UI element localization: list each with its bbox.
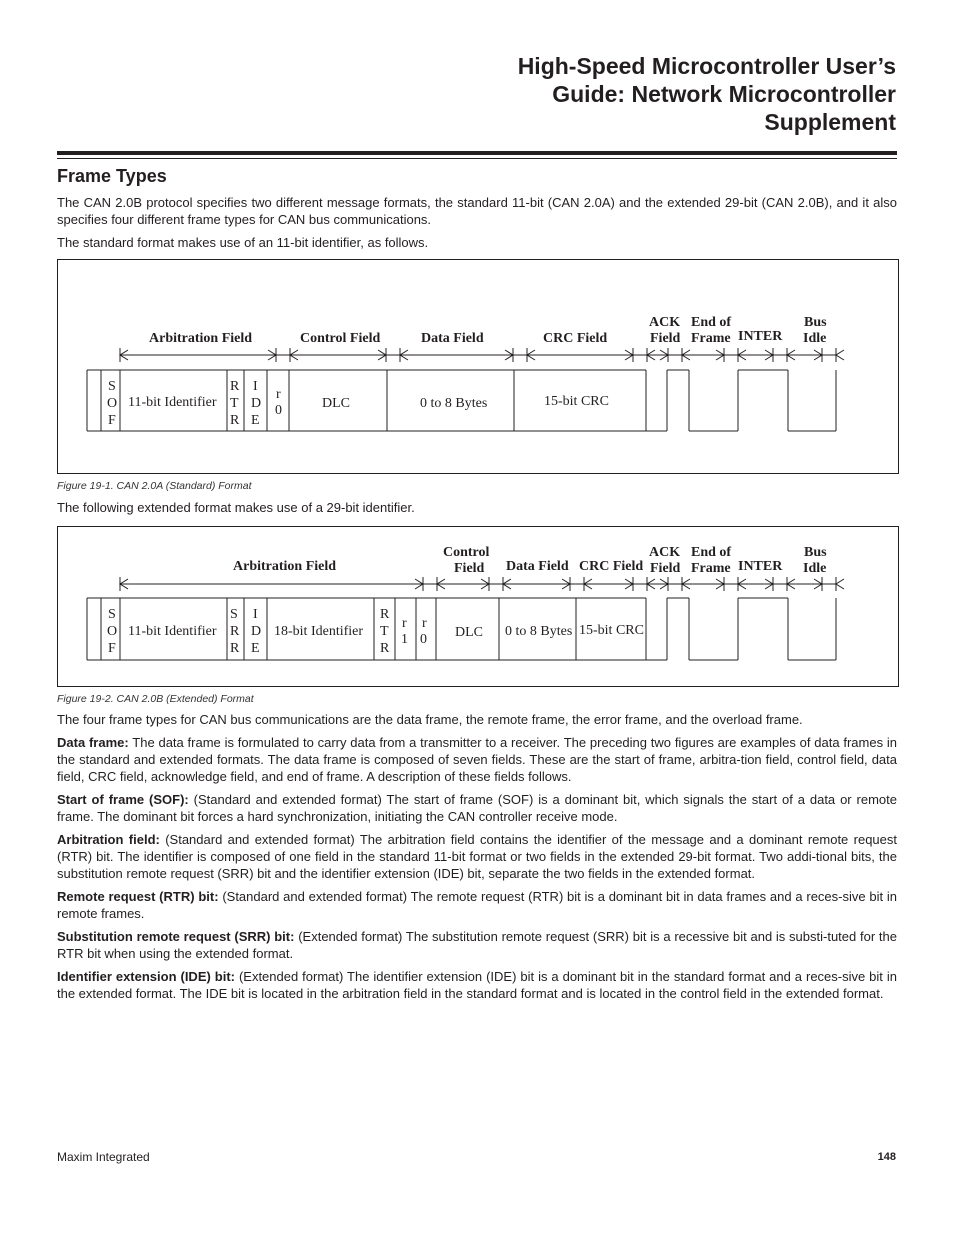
cell-crc: 15-bit CRC xyxy=(544,394,609,409)
frame-types-paragraph: The four frame types for CAN bus communications are the data frame, the remote frame, the error frame, and the overload frame. xyxy=(57,712,803,727)
cell-rtr-r2: R xyxy=(230,413,240,428)
figure1-caption: Figure 19-1. CAN 2.0A (Standard) Format xyxy=(57,480,252,492)
cell-data-bytes: 0 to 8 Bytes xyxy=(420,396,488,411)
ide-term: Identifier extension (IDE) bit: xyxy=(57,969,235,984)
cell-rtr-r: R xyxy=(230,379,240,394)
cell-ide-i: I xyxy=(253,379,258,394)
label-crc-field: CRC Field xyxy=(543,331,608,346)
label-ack-2: Field xyxy=(650,331,681,346)
figure-extended-format xyxy=(57,526,899,687)
cell-ide-e: E xyxy=(251,413,260,428)
header-rule-thin xyxy=(57,158,897,159)
title-line-3: Supplement xyxy=(764,109,896,135)
label-bus-1: Bus xyxy=(804,545,827,560)
can-standard-diagram xyxy=(58,260,898,473)
label-eof-2: Frame xyxy=(691,331,731,346)
cell-srr-s: S xyxy=(230,607,238,622)
label-arbitration-field: Arbitration Field xyxy=(149,331,253,346)
extended-intro-paragraph: The following extended format makes use of a 29-bit identifier. xyxy=(57,500,415,515)
srr-term: Substitution remote request (SRR) bit: xyxy=(57,929,295,944)
cell-r0-0: 0 xyxy=(420,632,427,647)
label-data-field: Data Field xyxy=(421,331,484,346)
label-control-2: Field xyxy=(454,561,485,576)
cell-rtr-r: R xyxy=(380,607,390,622)
sof-text: (Standard and extended format) The start of frame (SOF) is a dominant bit, which signals the start of a data or remote frame. The dominant bit forces a hard synchronization, initiating the CAN controller receive mode. xyxy=(57,792,898,824)
rtr-definition xyxy=(57,888,897,922)
label-crc-field: CRC Field xyxy=(579,559,644,574)
title-line-2: Guide: Network Microcontroller xyxy=(552,81,896,107)
header-rule-thick xyxy=(57,151,897,155)
sof-definition xyxy=(57,791,897,825)
label-inter: INTER xyxy=(738,559,783,574)
label-data-field: Data Field xyxy=(506,559,569,574)
label-arbitration-field: Arbitration Field xyxy=(233,559,337,574)
label-ack-2: Field xyxy=(650,561,681,576)
rtr-term: Remote request (RTR) bit: xyxy=(57,889,219,904)
data-frame-text: The data frame is formulated to carry data from a transmitter to a receiver. The preceding two figures are examples of data frames in the standard and extended formats. The data frame is composed of seven fields. These are the start of frame, arbitra-tion field, control field, data field, CRC field, acknowledge field, and end of frame. A description of these fields follows. xyxy=(57,735,897,784)
section-heading: Frame Types xyxy=(57,166,167,186)
cell-srr-r: R xyxy=(230,624,240,639)
ide-definition xyxy=(57,968,897,1002)
field-labels xyxy=(149,315,827,346)
srr-definition xyxy=(57,928,897,962)
label-eof-1: End of xyxy=(691,315,732,330)
cell-identifier-18: 18-bit Identifier xyxy=(274,624,364,639)
cell-data-bytes: 0 to 8 Bytes xyxy=(505,624,573,639)
cell-texts xyxy=(107,379,609,428)
data-frame-definition xyxy=(57,734,897,785)
cell-r1-1: 1 xyxy=(401,632,408,647)
arbitration-definition xyxy=(57,831,897,882)
cell-rtr-r2: R xyxy=(380,641,390,656)
cell-identifier-11: 11-bit Identifier xyxy=(128,624,217,639)
cell-sof-f: F xyxy=(108,413,116,428)
figure2-caption: Figure 19-2. CAN 2.0B (Extended) Format xyxy=(57,693,254,705)
ide-text: (Extended format) The identifier extension (IDE) bit is a dominant bit in the standard format and a reces-sive bit in the extended format. The IDE bit is located in the arbitration field in the standard format and is located in the control field in the extended format. xyxy=(57,969,897,1001)
cell-r0-r: r xyxy=(422,616,427,631)
cell-rtr-t: T xyxy=(380,624,389,639)
cell-sof-s: S xyxy=(108,607,116,622)
cell-sof-o: O xyxy=(107,396,118,411)
label-eof-1: End of xyxy=(691,545,732,560)
document-title xyxy=(296,52,896,136)
cell-dlc: DLC xyxy=(455,625,483,640)
label-control-1: Control xyxy=(443,545,490,560)
footer-company: Maxim Integrated xyxy=(57,1150,150,1164)
cell-srr-r2: R xyxy=(230,641,240,656)
cell-ide-d: D xyxy=(251,396,262,411)
footer-page-number: 148 xyxy=(877,1151,896,1163)
arbitration-text: (Standard and extended format) The arbitration field contains the identifier of the message and a dominant remote request (RTR) bit. The identifier is composed of one field in the standard 11-bit format or two fields in the extended 29-bit format. Two addi-tional bits, the substitution remote request (SRR) bit and the identifier extension (IDE) bit, separate the two fields in the extended format. xyxy=(57,832,898,881)
label-bus-1: Bus xyxy=(804,315,827,330)
cell-identifier: 11-bit Identifier xyxy=(128,395,217,410)
cell-sof-f: F xyxy=(108,641,116,656)
label-ack-1: ACK xyxy=(649,315,681,330)
field-labels xyxy=(233,545,827,576)
cell-sof-o: O xyxy=(107,624,118,639)
cell-texts xyxy=(107,607,644,656)
label-bus-2: Idle xyxy=(803,561,827,576)
can-extended-diagram xyxy=(58,527,898,686)
title-line-1: High-Speed Microcontroller User’s xyxy=(517,53,896,79)
cell-dlc: DLC xyxy=(322,396,350,411)
cell-ide-e: E xyxy=(251,641,260,656)
srr-text: (Extended format) The substitution remote request (SRR) bit is a recessive bit and is substi-tuted for the RTR bit when using the extended format. xyxy=(57,929,898,961)
standard-intro-paragraph: The standard format makes use of an 11-bit identifier, as follows. xyxy=(57,235,429,250)
cell-r1-r: r xyxy=(402,616,407,631)
label-control-field: Control Field xyxy=(300,331,381,346)
figure-standard-format xyxy=(57,259,899,474)
cell-rtr-t: T xyxy=(230,396,239,411)
sof-term: Start of frame (SOF): xyxy=(57,792,189,807)
cell-r0-0: 0 xyxy=(275,403,282,418)
label-ack-1: ACK xyxy=(649,545,681,560)
rtr-text: (Standard and extended format) The remote request (RTR) bit is a dominant bit in data frames and a reces-sive bit in remote frames. xyxy=(57,889,897,921)
label-eof-2: Frame xyxy=(691,561,731,576)
cell-ide-i: I xyxy=(253,607,258,622)
intro-paragraph: The CAN 2.0B protocol specifies two different message formats, the standard 11-bit (CAN 2.0A) and the extended 29-bit (CAN 2.0B), and it also specifies four different frame types for CAN bus communications. xyxy=(57,195,897,227)
cell-ide-d: D xyxy=(251,624,262,639)
cell-sof-s: S xyxy=(108,379,116,394)
cell-crc: 15-bit CRC xyxy=(579,623,644,638)
cell-r0-r: r xyxy=(276,387,281,402)
arbitration-term: Arbitration field: xyxy=(57,832,160,847)
data-frame-term: Data frame: xyxy=(57,735,129,750)
label-bus-2: Idle xyxy=(803,331,827,346)
label-inter: INTER xyxy=(738,329,783,344)
